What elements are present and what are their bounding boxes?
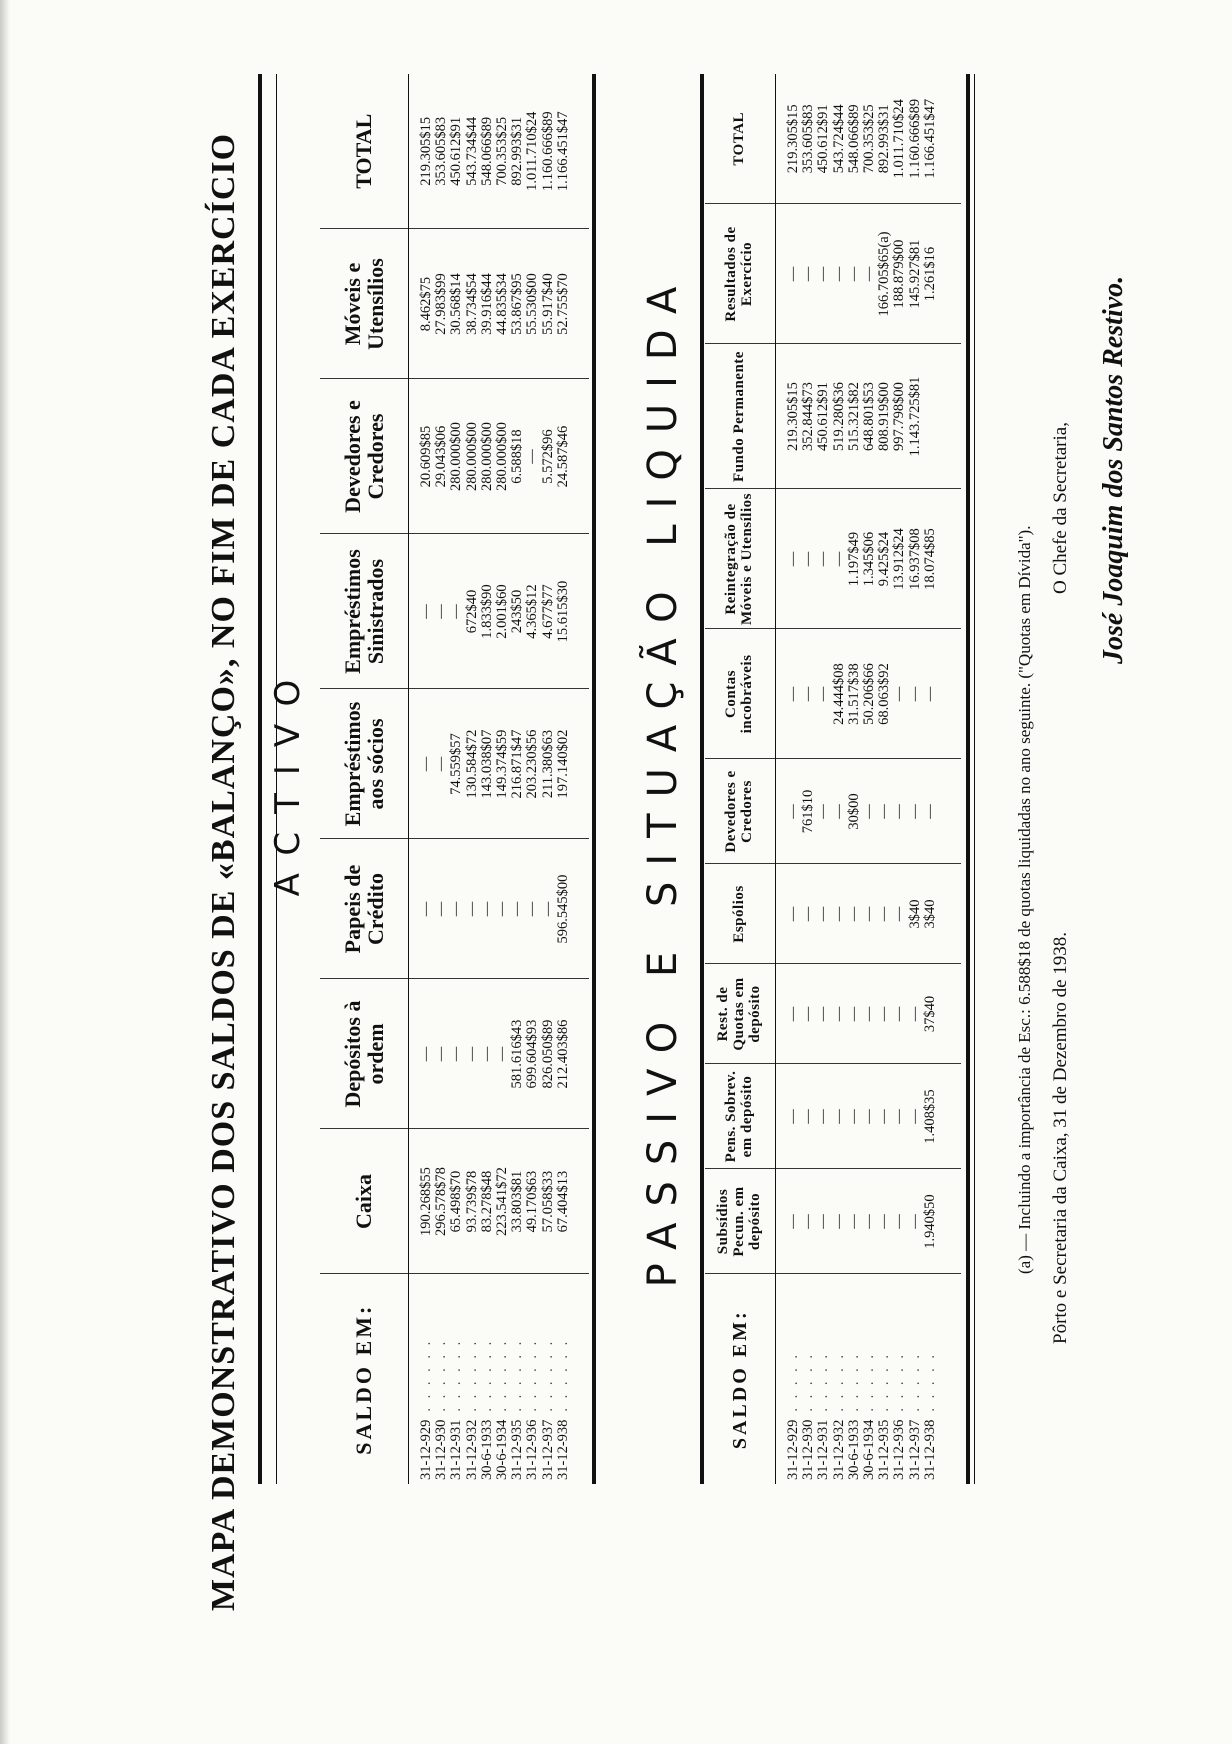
passivo-devedores-values: — 761$10 — — 30$00 — — — — — [785,789,938,834]
passivo-pensoes-values: — — — — — — — — — 1.408$35 [785,1089,938,1144]
passivo-subsidios-cell [776,1169,961,1274]
passivo-reintegracao-cell [776,489,961,629]
signature-name: José Joaquim dos Santos Restivo. [1098,275,1129,664]
passivo-header-resultados: Resultados de Exercício [705,204,776,344]
passivo-devedores-cell [776,759,961,864]
activo-emprestimos-socios-values: — — 74.559$57 130.584$72 143.038$07 149.374$59 216.871$47 203.230$56 211.380$63 197.140$02 [418,729,571,799]
activo-depositos-cell [409,979,589,1129]
passivo-header-fundo: Fundo Permanente [705,344,776,489]
passivo-dates: 31-12-929 31-12-930 31-12-931 31-12-932 30-6-1933 30-6-1934 31-12-935 31-12-936 31-12-937 31-12-938 [785,1419,938,1480]
activo-caixa-values: 190.268$55 296.578$78 65.498$70 93.739$78 83.278$48 223.541$72 33.803$81 49.170$63 57.058$33 67.404$13 [418,1167,571,1236]
activo-header-emprestimos-sinistrados: Empréstimos Sinistrados [320,534,409,689]
activo-emprestimos-sinistrados-values: — — — 672$40 1.833$90 2.001$60 243$50 4.365$12 4.677$77 15.615$30 [418,580,571,643]
passivo-header-contas: Contas incobráveis [705,629,776,759]
activo-header-row [320,74,409,1484]
passivo-leader-dots: . . . . . . . . . . . . . . . . . . . . . . . . . . . . . . . . . . . . . . . . . . . . . . . . . . [785,1351,938,1412]
passivo-total-cell [776,74,961,204]
passivo-table [705,74,961,1484]
place-and-date: Pôrto e Secretaria da Caixa, 31 de Dezembro de 1938. [1050,931,1071,1344]
passivo-section-title: PASSIVO E SITUAÇÃO LIQUIDA [640,270,686,1288]
document-title: MAPA DEMONSTRATIVO DOS SALDOS DE «BALANÇO», NO FIM DE CADA EXERCÍCIO [205,132,242,1612]
activo-header-papeis: Papeis de Crédito [320,839,409,979]
activo-dates-cell [409,1274,589,1484]
passivo-header-devedores: Devedores e Credores [705,759,776,864]
passivo-header-subsidios: Subsídios Pecun. em depósito [705,1169,776,1274]
activo-header-saldo: SALDO EM: [320,1274,409,1484]
activo-header-moveis: Móveis e Utensílios [320,229,409,379]
passivo-quotas-cell [776,964,961,1064]
activo-emprestimos-sinistrados-cell [409,534,589,689]
passivo-reintegracao-values: — — — — 1.197$49 1.345$06 9.425$24 13.912$24 16.937$08 18.074$85 [785,528,938,590]
passivo-resultados-cell [776,204,961,344]
activo-header-total: TOTAL [320,74,409,229]
passivo-top-rule [700,74,704,1484]
activo-data-row [409,74,589,1484]
activo-papeis-cell [409,839,589,979]
activo-papeis-values: — — — — — — — — — 596.545$00 [418,874,571,944]
activo-header-emprestimos-socios: Empréstimos aos sócios [320,689,409,839]
passivo-header-pensoes: Pens. Sobrev. em depósito [705,1064,776,1169]
passivo-data-row [776,74,961,1484]
activo-emprestimos-socios-cell [409,689,589,839]
bottom-rule-heavy [966,74,970,1484]
bottom-rule-thin [974,74,975,1484]
passivo-fundo-cell [776,344,961,489]
passivo-header-reintegracao: Reintegração de Móveis e Utensílios [705,489,776,629]
passivo-header-total: TOTAL [705,74,776,204]
passivo-espolios-cell [776,864,961,964]
passivo-quotas-values: — — — — — — — — — 37$40 [785,995,938,1033]
passivo-espolios-values: — — — — — — — — 3$40 3$40 [785,899,938,929]
passivo-fundo-values: 219.305$15 352.844$73 450.612$91 519.280$36 515.321$82 648.801$53 808.919$00 997.798$00 1.143.725$81 [785,376,923,457]
activo-dates: 31-12-929 31-12-930 31-12-931 31-12-932 30-6-1933 30-6-1934 31-12-935 31-12-936 31-12-937 31-12-938 [418,1419,571,1480]
activo-total-cell [409,74,589,229]
passivo-header-espolios: Espólios [705,864,776,964]
activo-table [320,74,589,1484]
passivo-total-values: 219.305$15 353.605$83 450.612$91 543.724$44 548.066$89 700.353$25 892.993$31 1.011.710$24 1.160.666$89 1.166.451$47 [785,98,938,179]
footnote: (a) — Incluindo a importância de Esc.: 6.588$18 de quotas liquidadas no ano seguinte. ("Quotas em Dívida"). [1015,525,1034,1274]
activo-header-caixa: Caixa [320,1129,409,1274]
passivo-pensoes-cell [776,1064,961,1169]
passivo-contas-cell [776,629,961,759]
activo-devedores-values: 20.609$85 29.043$06 280.000$00 280.000$00 280.000$00 280.000$00 6.588$18 — 5.572$96 24.587$46 [418,422,571,491]
passivo-contas-values: — — — 24.444$08 31.517$38 50.206$66 68.063$92 — — — [785,663,938,725]
passivo-header-row [705,74,776,1484]
activo-depositos-values: — — — — — — 581.616$43 699.604$93 826.050$89 212.403$86 [418,1019,571,1089]
passivo-resultados-values: — — — — — — 166.705$65(a) 188.879$00 145.927$81 1.261$16 [785,231,938,317]
passivo-dates-cell [776,1274,961,1484]
activo-moveis-values: 8.462$75 27.983$99 30.568$14 38.734$54 39.916$44 44.835$34 53.867$95 55.530$00 55.917$40 52.755$70 [418,273,571,335]
activo-leader-dots: . . . . . . . . . . . . . . . . . . . . . . . . . . . . . . . . . . . . . . . . . . . . . . . . . . . . . . . . . . . . [418,1338,571,1412]
passivo-subsidios-values: — — — — — — — — — 1.940$50 [785,1194,938,1249]
activo-moveis-cell [409,229,589,379]
activo-header-depositos: Depósitos à ordem [320,979,409,1129]
activo-devedores-cell [409,379,589,534]
passivo-header-saldo: SALDO EM: [705,1274,776,1484]
activo-caixa-cell [409,1129,589,1274]
activo-bottom-rule [592,74,596,1484]
activo-header-devedores: Devedores e Credores [320,379,409,534]
activo-section-title: ACTIVO [268,661,308,897]
signatory-title: O Chefe da Secretaria, [1050,422,1071,594]
activo-total-values: 219.305$15 353.605$83 450.612$91 543.734$44 548.066$89 700.353$25 892.993$31 1.011.710$24 1.160.666$89 1.166.451$47 [418,111,571,192]
passivo-header-quotas: Rest. de Quotas em depósito [705,964,776,1064]
